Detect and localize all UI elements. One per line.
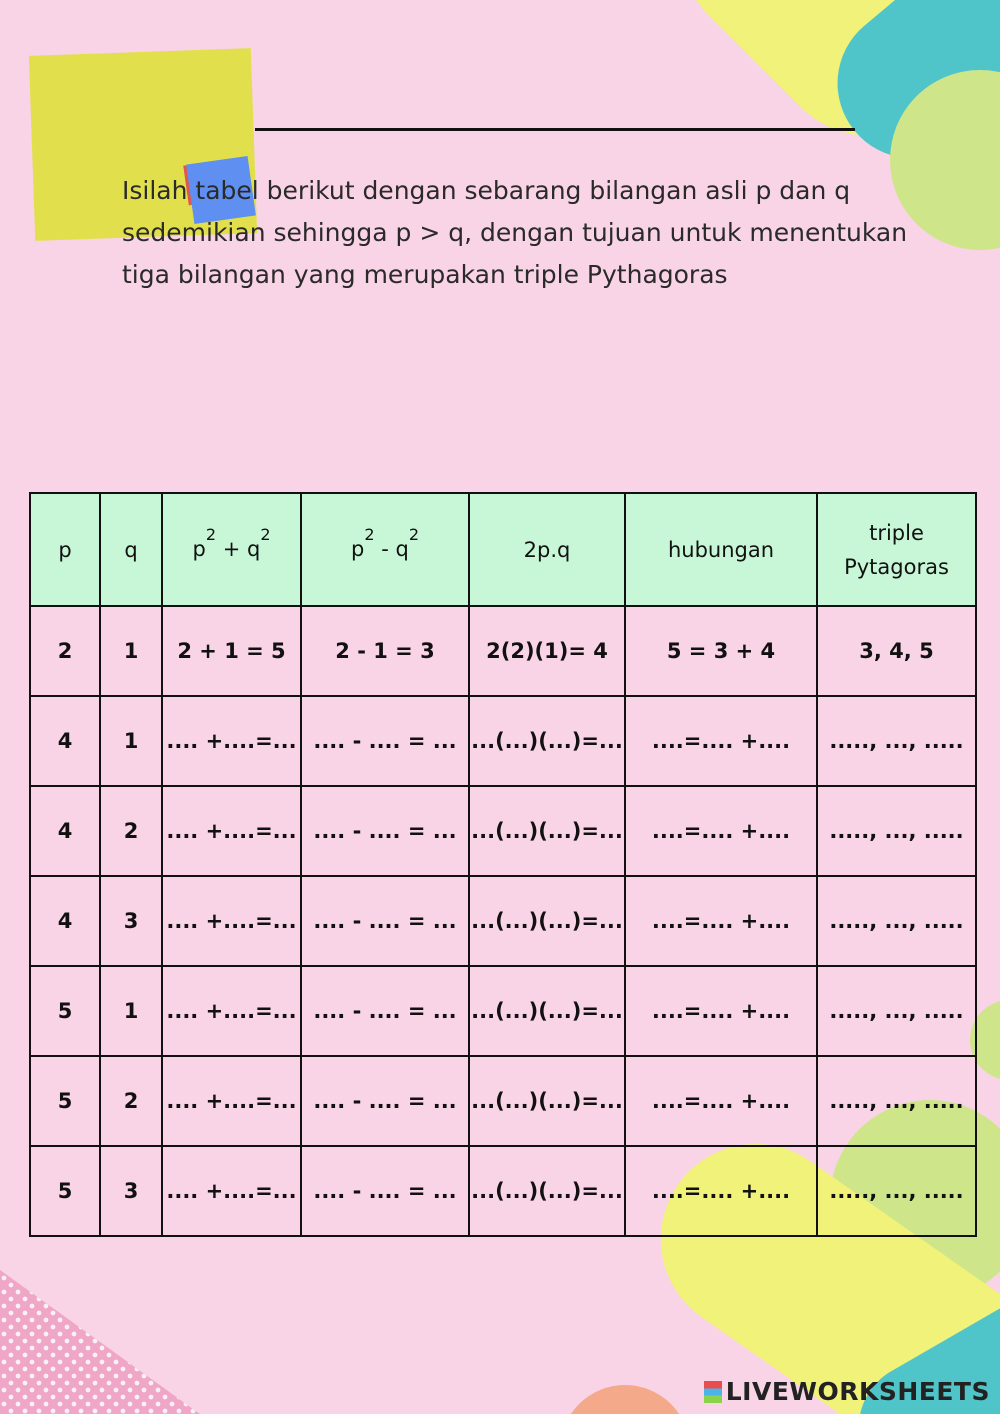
cell-sum-input[interactable]: .... +....=... — [162, 876, 301, 966]
header-q: q — [100, 493, 162, 606]
cell-sum-input[interactable]: .... +....=... — [162, 1056, 301, 1146]
cell-diff-input[interactable]: .... - .... = ... — [301, 1146, 469, 1236]
cell-2pq-input[interactable]: ...(...)(...)=... — [469, 1146, 625, 1236]
table-row — [30, 1056, 976, 1146]
cell-triple-example: 3, 4, 5 — [817, 606, 976, 696]
cell-hubungan-input[interactable]: ....=.... +.... — [625, 876, 817, 966]
header-p: p — [30, 493, 100, 606]
cell-hubungan-example: 5 = 3 + 4 — [625, 606, 817, 696]
cell-2pq-example: 2(2)(1)= 4 — [469, 606, 625, 696]
header-triple-pytagoras: triple Pytagoras — [817, 493, 976, 606]
cell-hubungan-input[interactable]: ....=.... +.... — [625, 966, 817, 1056]
table-row — [30, 696, 976, 786]
liveworksheets-icon — [704, 1381, 722, 1403]
cell-q: 3 — [100, 1146, 162, 1236]
cell-hubungan-input[interactable]: ....=.... +.... — [625, 696, 817, 786]
cell-p: 4 — [30, 696, 100, 786]
cell-2pq-input[interactable]: ...(...)(...)=... — [469, 696, 625, 786]
cell-triple-input[interactable]: ....., ..., ..... — [817, 786, 976, 876]
cell-triple-input[interactable]: ....., ..., ..... — [817, 696, 976, 786]
title-line — [255, 128, 855, 131]
cell-diff-input[interactable]: .... - .... = ... — [301, 1056, 469, 1146]
liveworksheets-logo: LIVEWORKSHEETS — [704, 1377, 990, 1406]
table-row — [30, 1146, 976, 1236]
cell-sum-input[interactable]: .... +....=... — [162, 966, 301, 1056]
table-header-row — [30, 493, 976, 606]
header-hubungan: hubungan — [625, 493, 817, 606]
cell-triple-input[interactable]: ....., ..., ..... — [817, 876, 976, 966]
table-row — [30, 786, 976, 876]
deco-orange-circle — [560, 1385, 690, 1414]
cell-2pq-input[interactable]: ...(...)(...)=... — [469, 786, 625, 876]
cell-sum-input[interactable]: .... +....=... — [162, 696, 301, 786]
cell-q: 2 — [100, 786, 162, 876]
table-row-example — [30, 606, 976, 696]
cell-hubungan-input[interactable]: ....=.... +.... — [625, 786, 817, 876]
header-2pq: 2p.q — [469, 493, 625, 606]
cell-p: 5 — [30, 1146, 100, 1236]
cell-p: 5 — [30, 1056, 100, 1146]
cell-diff-input[interactable]: .... - .... = ... — [301, 786, 469, 876]
cell-sum-input[interactable]: .... +....=... — [162, 1146, 301, 1236]
header-difference-of-squares: $p^2 - q^2$ — [301, 493, 469, 606]
cell-sum-input[interactable]: .... +....=... — [162, 786, 301, 876]
cell-p: 5 — [30, 966, 100, 1056]
cell-triple-input[interactable]: ....., ..., ..... — [817, 1146, 976, 1236]
cell-triple-input[interactable]: ....., ..., ..... — [817, 966, 976, 1056]
cell-sum-example: 2 + 1 = 5 — [162, 606, 301, 696]
table-row — [30, 966, 976, 1056]
instruction-text: Isilah tabel berikut dengan sebarang bilangan asli p dan q sedemikian sehingga p > q, dengan tujuan untuk menentukan tiga bilangan yang merupakan triple Pythagoras — [122, 176, 908, 289]
cell-2pq-input[interactable]: ...(...)(...)=... — [469, 1056, 625, 1146]
cell-p: 2 — [30, 606, 100, 696]
pythagoras-table — [29, 492, 977, 1237]
cell-diff-input[interactable]: .... - .... = ... — [301, 966, 469, 1056]
cell-q: 2 — [100, 1056, 162, 1146]
header-sum-of-squares: $p^2 + q^2$ — [162, 493, 301, 606]
cell-q: 1 — [100, 696, 162, 786]
cell-diff-input[interactable]: .... - .... = ... — [301, 876, 469, 966]
cell-triple-input[interactable]: ....., ..., ..... — [817, 1056, 976, 1146]
cell-diff-input[interactable]: .... - .... = ... — [301, 696, 469, 786]
cell-q: 3 — [100, 876, 162, 966]
cell-hubungan-input[interactable]: ....=.... +.... — [625, 1056, 817, 1146]
cell-hubungan-input[interactable]: ....=.... +.... — [625, 1146, 817, 1236]
table-row — [30, 876, 976, 966]
cell-q: 1 — [100, 966, 162, 1056]
cell-2pq-input[interactable]: ...(...)(...)=... — [469, 876, 625, 966]
cell-diff-example: 2 - 1 = 3 — [301, 606, 469, 696]
cell-2pq-input[interactable]: ...(...)(...)=... — [469, 966, 625, 1056]
cell-p: 4 — [30, 786, 100, 876]
cell-q: 1 — [100, 606, 162, 696]
cell-p: 4 — [30, 876, 100, 966]
